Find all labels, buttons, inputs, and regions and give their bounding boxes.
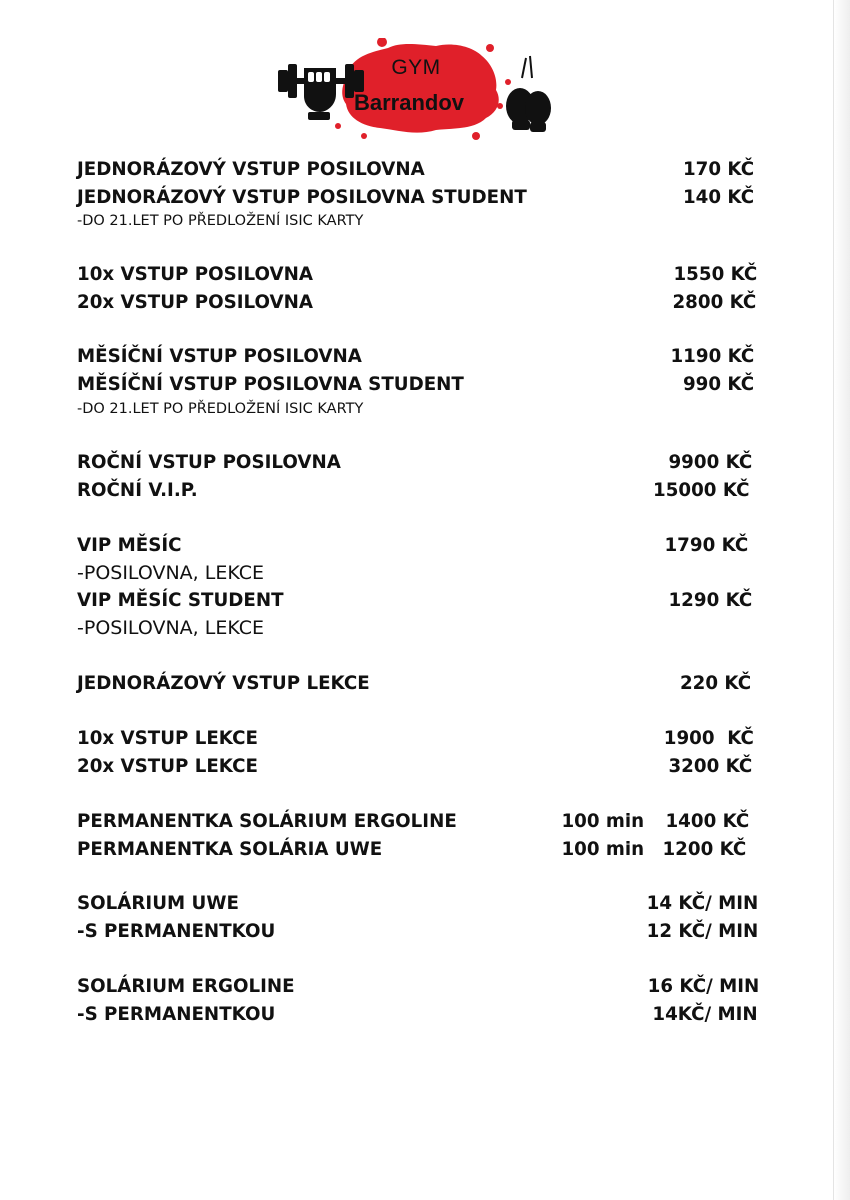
item-price: 140 KČ: [682, 186, 754, 208]
price-row: [0, 158, 850, 186]
price-row: [0, 892, 850, 920]
price-row: [0, 451, 850, 479]
item-label: 20x VSTUP LEKCE: [77, 755, 258, 777]
item-label: 10x VSTUP POSILOVNA: [77, 263, 314, 285]
item-label: VIP MĚSÍC: [77, 534, 182, 556]
gym-logo: [276, 38, 556, 140]
item-label: MĚSÍČNÍ VSTUP POSILOVNA STUDENT: [77, 373, 464, 395]
price-row: [0, 755, 850, 783]
item-duration: 100 min: [561, 810, 644, 832]
item-price: 1190 KČ: [670, 345, 754, 367]
price-row: [0, 975, 850, 1003]
item-label: PERMANENTKA SOLÁRIA UWE: [77, 838, 383, 860]
item-price: 15000 KČ: [653, 479, 750, 501]
price-row: [0, 727, 850, 755]
price-row: [0, 534, 850, 562]
item-price: 1200 KČ: [662, 838, 746, 860]
item-price: 170 KČ: [682, 158, 754, 180]
item-duration: 100 min: [561, 838, 644, 860]
price-row: [0, 1003, 850, 1031]
price-row: [0, 838, 850, 866]
item-price: 12 KČ/ MIN: [646, 920, 758, 942]
logo-graphic: [276, 38, 556, 140]
item-label: JEDNORÁZOVÝ VSTUP POSILOVNA: [77, 158, 425, 180]
item-note: -POSILOVNA, LEKCE: [77, 617, 265, 639]
item-price: 1290 KČ: [668, 589, 752, 611]
price-row: [0, 373, 850, 401]
price-row: [0, 589, 850, 617]
item-note: -DO 21.LET PO PŘEDLOŽENÍ ISIC KARTY: [77, 213, 364, 229]
item-label: ROČNÍ V.I.P.: [77, 479, 198, 501]
price-row: [0, 263, 850, 291]
item-price: 990 KČ: [682, 373, 754, 395]
price-row: [0, 345, 850, 373]
item-label: -S PERMANENTKOU: [77, 1003, 276, 1025]
item-label: JEDNORÁZOVÝ VSTUP LEKCE: [77, 672, 370, 694]
item-price: 3200 KČ: [668, 755, 752, 777]
item-price: 16 KČ/ MIN: [647, 975, 759, 997]
logo-barrandov-text: Barrandov: [354, 90, 465, 115]
price-row: [0, 920, 850, 948]
logo-gym-text: GYM: [391, 56, 441, 79]
item-price: 220 KČ: [679, 672, 751, 694]
item-label: ROČNÍ VSTUP POSILOVNA: [77, 451, 341, 473]
item-label: -S PERMANENTKOU: [77, 920, 276, 942]
item-label: 20x VSTUP POSILOVNA: [77, 291, 314, 313]
item-price: 1400 KČ: [665, 810, 749, 832]
item-note: -DO 21.LET PO PŘEDLOŽENÍ ISIC KARTY: [77, 401, 364, 417]
item-price: 1790 KČ: [664, 534, 748, 556]
item-label: PERMANENTKA SOLÁRIUM ERGOLINE: [77, 810, 457, 832]
price-row: [0, 672, 850, 700]
item-price: 2800 KČ: [672, 291, 756, 313]
item-label: VIP MĚSÍC STUDENT: [77, 589, 284, 611]
item-price: 14 KČ/ MIN: [646, 892, 758, 914]
item-label: 10x VSTUP LEKCE: [77, 727, 258, 749]
item-label: MĚSÍČNÍ VSTUP POSILOVNA: [77, 345, 362, 367]
item-price: 14KČ/ MIN: [652, 1003, 758, 1025]
item-price: 9900 KČ: [668, 451, 752, 473]
item-note: -POSILOVNA, LEKCE: [77, 562, 265, 584]
item-label: SOLÁRIUM ERGOLINE: [77, 975, 295, 997]
item-price: 1550 KČ: [673, 263, 757, 285]
price-row: [0, 479, 850, 507]
item-label: JEDNORÁZOVÝ VSTUP POSILOVNA STUDENT: [77, 186, 527, 208]
item-label: SOLÁRIUM UWE: [77, 892, 239, 914]
price-row: [0, 291, 850, 319]
price-row: [0, 186, 850, 214]
item-price: 1900 KČ: [663, 727, 754, 749]
price-row: [0, 810, 850, 838]
